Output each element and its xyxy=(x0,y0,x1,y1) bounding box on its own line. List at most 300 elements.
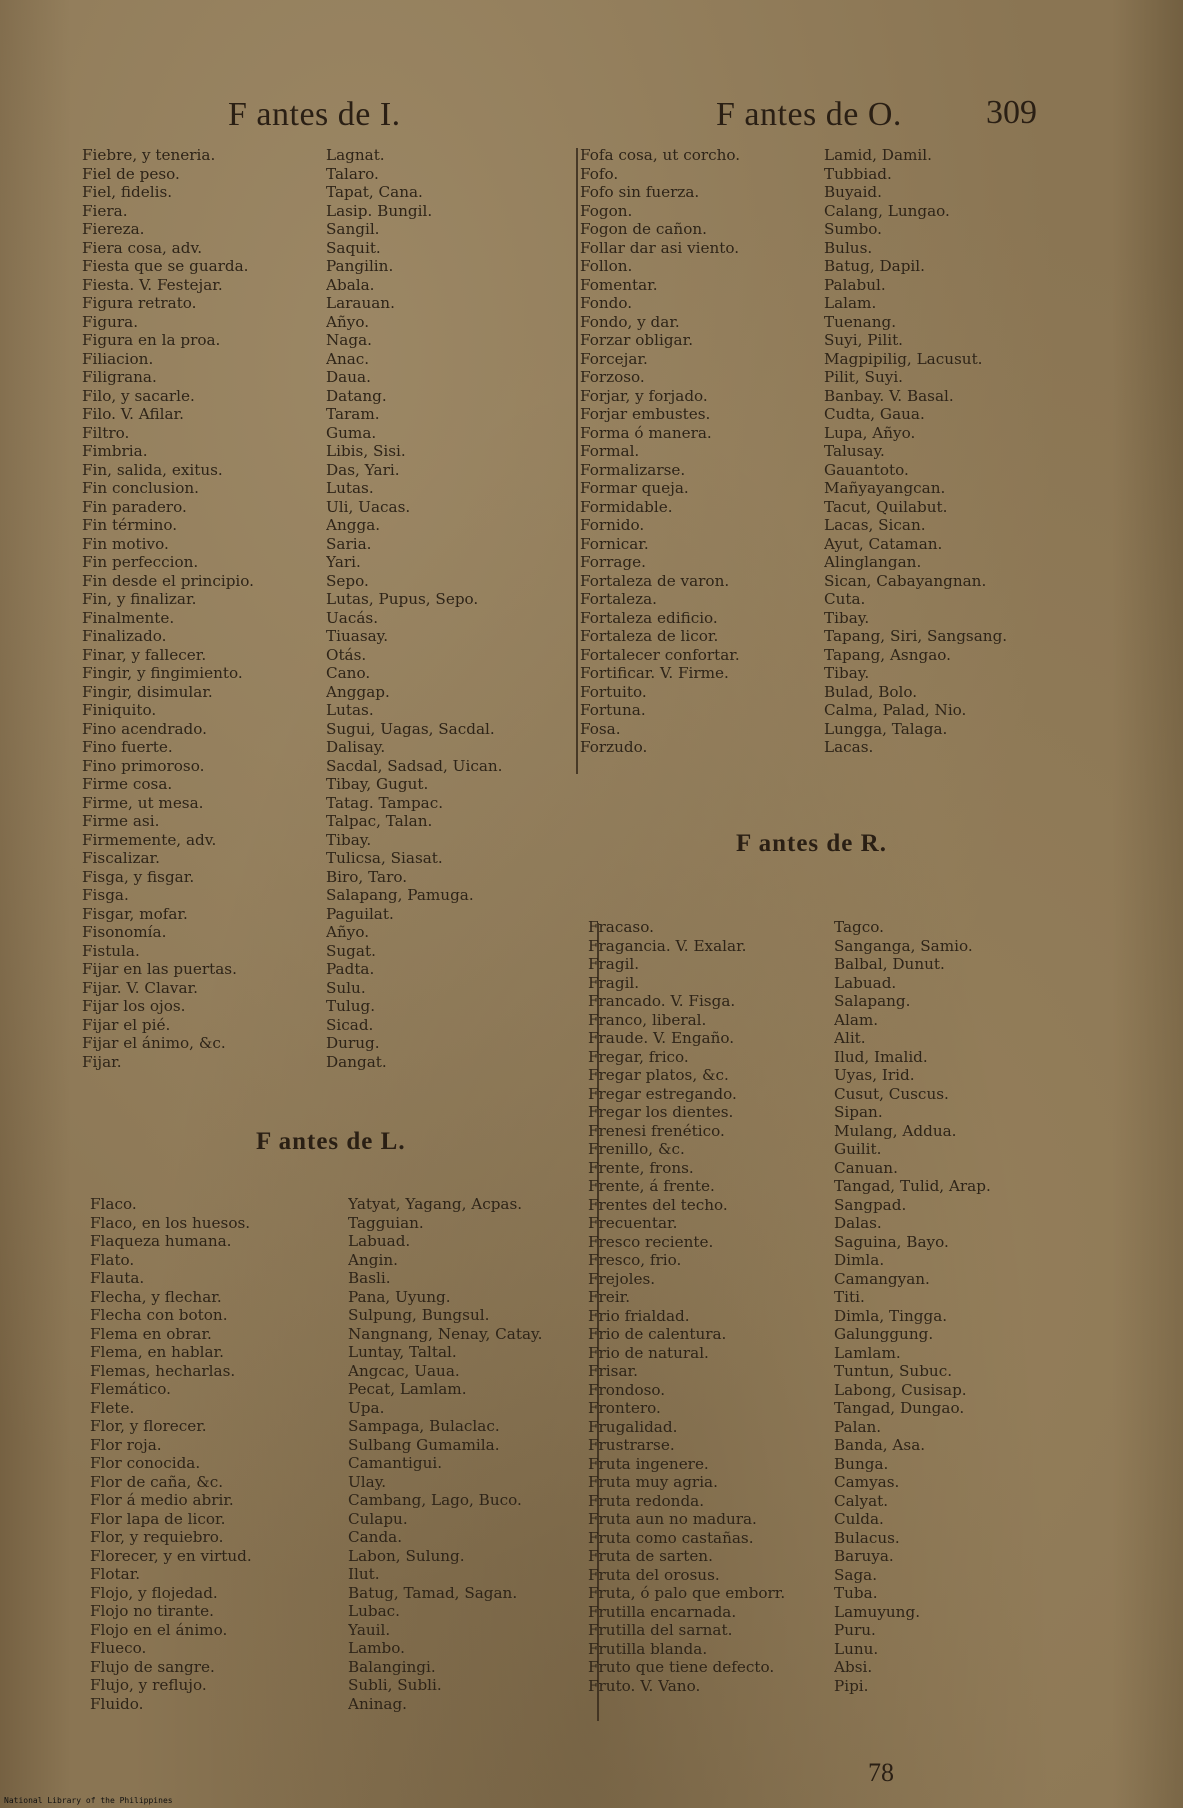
dictionary-entry xyxy=(588,1251,1078,1270)
translation: Datang. xyxy=(326,386,387,405)
spanish-term: Fiel de peso. xyxy=(82,164,180,183)
translation: Lacas. xyxy=(824,738,874,756)
spanish-term: Fin término. xyxy=(82,516,178,534)
dictionary-entry xyxy=(580,257,1068,276)
dictionary-entry xyxy=(588,1362,1078,1381)
spanish-term: Fimbria. xyxy=(82,442,148,460)
translation: Dangat. xyxy=(326,1052,387,1071)
translation: Saria. xyxy=(326,534,372,553)
translation: Nangnang, Nenay, Catay. xyxy=(348,1324,543,1343)
translation: Guilit. xyxy=(834,1140,882,1158)
spanish-term: Fortaleza. xyxy=(580,590,657,608)
translation: Absi. xyxy=(834,1658,873,1676)
dictionary-entry xyxy=(588,1436,1078,1455)
spanish-term: Finar, y fallecer. xyxy=(82,645,207,664)
spanish-term: Figura retrato. xyxy=(82,294,197,312)
spanish-term: Frustrarse. xyxy=(588,1436,675,1454)
translation: Libis, Sisi. xyxy=(326,442,406,460)
spanish-term: Fruta, ó palo que emborr. xyxy=(588,1584,786,1602)
spanish-term: Flemático. xyxy=(90,1380,172,1398)
spanish-term: Fingir, disimular. xyxy=(82,682,213,701)
spanish-term: Fino primoroso. xyxy=(82,756,205,775)
translation: Talaro. xyxy=(326,164,379,183)
translation: Pangilin. xyxy=(326,257,394,275)
translation: Taram. xyxy=(326,405,380,423)
spanish-term: Frente, á frente. xyxy=(588,1177,715,1195)
dictionary-entry xyxy=(588,1603,1078,1622)
dictionary-entry xyxy=(90,1399,596,1418)
spanish-term: Firme cosa. xyxy=(82,775,173,793)
spanish-term: Forzoso. xyxy=(580,368,645,386)
translation: Alit. xyxy=(834,1029,866,1047)
spanish-term: Fiebre, y teneria. xyxy=(82,146,216,164)
translation: Biro, Taro. xyxy=(326,867,408,886)
spanish-term: Frentes del techo. xyxy=(588,1195,728,1214)
spanish-term: Frontero. xyxy=(588,1399,661,1417)
dictionary-entry xyxy=(588,1418,1078,1437)
translation: Lambo. xyxy=(348,1639,405,1657)
translation: Labuad. xyxy=(348,1232,411,1250)
dictionary-entry xyxy=(82,294,570,313)
translation: Saga. xyxy=(834,1565,878,1584)
fi-entries-block xyxy=(82,146,570,1071)
translation: Sugui, Uagas, Sacdal. xyxy=(326,719,495,738)
spanish-term: Flujo, y reflujo. xyxy=(90,1676,207,1694)
spanish-term: Flecha, y flechar. xyxy=(90,1287,222,1306)
dictionary-entry xyxy=(90,1269,596,1288)
translation: Tagco. xyxy=(834,918,884,936)
dictionary-entry xyxy=(90,1380,596,1399)
dictionary-entry xyxy=(580,609,1068,628)
translation: Tapang, Siri, Sangsang. xyxy=(824,627,1008,645)
translation: Durug. xyxy=(326,1034,380,1052)
spanish-term: Fiel, fidelis. xyxy=(82,183,173,201)
dictionary-entry xyxy=(580,720,1068,739)
section-title-fr: F antes de R. xyxy=(736,830,887,857)
spanish-term: Flemas, hecharlas. xyxy=(90,1361,236,1380)
translation: Labuad. xyxy=(834,973,897,992)
dictionary-entry xyxy=(580,276,1068,295)
dictionary-entry xyxy=(82,313,570,332)
spanish-term: Frugalidad. xyxy=(588,1417,678,1436)
translation: Camangyan. xyxy=(834,1269,930,1288)
spanish-term: Forzudo. xyxy=(580,738,648,756)
translation: Dimla. xyxy=(834,1251,885,1269)
translation: Tatag. Tampac. xyxy=(326,793,444,812)
spanish-term: Forjar embustes. xyxy=(580,405,711,423)
dictionary-entry xyxy=(580,368,1068,387)
spanish-term: Fijar los ojos. xyxy=(82,997,186,1015)
translation: Canda. xyxy=(348,1528,403,1546)
translation: Lagnat. xyxy=(326,146,385,164)
dictionary-entry xyxy=(82,812,570,831)
translation: Yari. xyxy=(326,553,361,571)
translation: Alam. xyxy=(834,1010,879,1029)
dictionary-entry xyxy=(90,1417,596,1436)
spanish-term: Fregar estregando. xyxy=(588,1084,737,1103)
translation: Tulug. xyxy=(326,997,376,1015)
translation: Das, Yari. xyxy=(326,460,400,479)
spanish-term: Flaco. xyxy=(90,1195,137,1213)
spanish-term: Fijar el ánimo, &c. xyxy=(82,1034,226,1052)
spanish-term: Forma ó manera. xyxy=(580,423,712,442)
spanish-term: Fragancia. V. Exalar. xyxy=(588,936,747,955)
dictionary-entry xyxy=(580,294,1068,313)
dictionary-entry xyxy=(580,424,1068,443)
dictionary-entry xyxy=(82,424,570,443)
spanish-term: Flaco, en los huesos. xyxy=(90,1213,251,1232)
dictionary-entry xyxy=(82,479,570,498)
translation: Bulacus. xyxy=(834,1528,900,1547)
translation: Tulicsa, Siasat. xyxy=(326,849,443,867)
translation: Labong, Cusisap. xyxy=(834,1380,967,1399)
spanish-term: Fin desde el principio. xyxy=(82,571,254,590)
dictionary-entry xyxy=(82,146,570,165)
translation: Padta. xyxy=(326,960,375,978)
dictionary-entry xyxy=(588,1473,1078,1492)
section-title-fl: F antes de L. xyxy=(256,1128,406,1155)
spanish-term: Fiera. xyxy=(82,201,128,220)
translation: Paguilat. xyxy=(326,904,394,923)
spanish-term: Forrage. xyxy=(580,553,646,571)
translation: Sulu. xyxy=(326,978,366,997)
translation: Lacas, Sican. xyxy=(824,516,926,534)
dictionary-entry xyxy=(82,442,570,461)
translation: Tapang, Asngao. xyxy=(824,645,951,664)
dictionary-entry xyxy=(90,1602,596,1621)
translation: Salapang, Pamuga. xyxy=(326,886,474,904)
translation: Yauil. xyxy=(348,1620,391,1639)
spanish-term: Florecer, y en virtud. xyxy=(90,1546,252,1565)
translation: Upa. xyxy=(348,1398,385,1417)
dictionary-entry xyxy=(580,442,1068,461)
dictionary-entry xyxy=(588,1677,1078,1696)
spanish-term: Fruta como castañas. xyxy=(588,1528,754,1547)
spanish-term: Fogon de cañon. xyxy=(580,220,707,238)
dictionary-entry xyxy=(588,1640,1078,1659)
dictionary-entry xyxy=(82,609,570,628)
translation: Subli, Subli. xyxy=(348,1676,442,1694)
spanish-term: Frenesi frenético. xyxy=(588,1121,725,1140)
dictionary-entry xyxy=(90,1584,596,1603)
spanish-term: Forcejar. xyxy=(580,349,648,368)
dictionary-entry xyxy=(82,461,570,480)
dictionary-entry xyxy=(82,553,570,572)
spanish-term: Frenillo, &c. xyxy=(588,1140,685,1158)
translation: Dimla, Tingga. xyxy=(834,1306,948,1325)
translation: Luntay, Taltal. xyxy=(348,1343,457,1361)
dictionary-entry xyxy=(580,405,1068,424)
dictionary-entry xyxy=(82,960,570,979)
dictionary-entry xyxy=(82,405,570,424)
translation: Pecat, Lamlam. xyxy=(348,1380,467,1398)
translation: Cuta. xyxy=(824,590,866,608)
spanish-term: Formalizarse. xyxy=(580,460,686,479)
translation: Tibay. xyxy=(824,608,870,627)
dictionary-entry xyxy=(588,1122,1078,1141)
translation: Saquit. xyxy=(326,238,381,257)
spanish-term: Flaqueza humana. xyxy=(90,1232,232,1250)
translation: Culapu. xyxy=(348,1509,408,1528)
spanish-term: Flor á medio abrir. xyxy=(90,1491,234,1509)
spanish-term: Fortuna. xyxy=(580,701,646,719)
translation: Balbal, Dunut. xyxy=(834,955,945,973)
translation: Lamlam. xyxy=(834,1343,901,1362)
dictionary-entry xyxy=(82,942,570,961)
spanish-term: Franco, liberal. xyxy=(588,1010,707,1029)
dictionary-entry xyxy=(588,1658,1078,1677)
spanish-term: Fruta del orosus. xyxy=(588,1565,720,1584)
translation: Lutas. xyxy=(326,479,374,497)
translation: Balangingi. xyxy=(348,1657,436,1676)
dictionary-entry xyxy=(580,479,1068,498)
spanish-term: Firme asi. xyxy=(82,812,160,830)
translation: Palabul. xyxy=(824,275,886,294)
spanish-term: Follar dar asi viento. xyxy=(580,238,740,257)
spanish-term: Flor lapa de licor. xyxy=(90,1509,226,1528)
dictionary-entry xyxy=(588,1325,1078,1344)
footer-credit: National Library of the Philippines xyxy=(4,1796,173,1805)
dictionary-entry xyxy=(588,1621,1078,1640)
translation: Suyi, Pilit. xyxy=(824,331,904,349)
dictionary-entry xyxy=(90,1676,596,1695)
dictionary-entry xyxy=(90,1695,596,1714)
spanish-term: Fofo sin fuerza. xyxy=(580,183,700,201)
spanish-term: Fregar platos, &c. xyxy=(588,1066,729,1084)
dictionary-entry xyxy=(588,1344,1078,1363)
dictionary-entry xyxy=(82,1016,570,1035)
spanish-term: Flor roja. xyxy=(90,1435,162,1454)
translation: Tapat, Cana. xyxy=(326,183,423,201)
translation: Angcac, Uaua. xyxy=(348,1361,460,1380)
dictionary-entry xyxy=(588,955,1078,974)
spanish-term: Frejoles. xyxy=(588,1269,656,1288)
translation: Aninag. xyxy=(348,1694,407,1713)
dictionary-entry xyxy=(580,627,1068,646)
translation: Labon, Sulung. xyxy=(348,1546,465,1565)
translation: Sangil. xyxy=(326,220,380,238)
spanish-term: Forjar, y forjado. xyxy=(580,386,708,405)
folio-number: 78 xyxy=(868,1758,894,1787)
dictionary-entry xyxy=(82,905,570,924)
translation: Sanganga, Samio. xyxy=(834,936,973,955)
translation: Cambang, Lago, Buco. xyxy=(348,1491,522,1509)
spanish-term: Finalmente. xyxy=(82,608,175,627)
spanish-term: Frecuentar. xyxy=(588,1214,678,1232)
spanish-term: Fondo, y dar. xyxy=(580,312,680,331)
translation: Sumbo. xyxy=(824,220,883,238)
dictionary-entry xyxy=(580,202,1068,221)
fo-entries-block xyxy=(580,146,1068,757)
dictionary-entry xyxy=(82,590,570,609)
translation: Calma, Palad, Nio. xyxy=(824,701,967,719)
translation: Titi. xyxy=(834,1288,865,1306)
page-number: 309 xyxy=(986,94,1037,131)
translation: Daua. xyxy=(326,368,371,386)
dictionary-entry xyxy=(580,387,1068,406)
translation: Sugat. xyxy=(326,941,376,960)
dictionary-entry xyxy=(588,1103,1078,1122)
translation: Sacdal, Sadsad, Uican. xyxy=(326,756,503,775)
translation: Tuenang. xyxy=(824,312,897,331)
spanish-term: Flato. xyxy=(90,1250,135,1269)
dictionary-entry xyxy=(580,535,1068,554)
translation: Lasip. Bungil. xyxy=(326,201,433,220)
dictionary-entry xyxy=(82,794,570,813)
spanish-term: Fistula. xyxy=(82,941,140,960)
dictionary-entry xyxy=(580,313,1068,332)
translation: Basli. xyxy=(348,1269,391,1287)
dictionary-entry xyxy=(588,1214,1078,1233)
translation: Naga. xyxy=(326,331,372,349)
spanish-term: Fisgar, mofar. xyxy=(82,904,188,923)
dictionary-entry xyxy=(588,1455,1078,1474)
translation: Sepo. xyxy=(326,571,369,590)
dictionary-entry xyxy=(90,1621,596,1640)
dictionary-entry xyxy=(580,738,1068,757)
spanish-term: Fiscalizar. xyxy=(82,849,160,867)
spanish-term: Flojo, y flojedad. xyxy=(90,1583,218,1602)
spanish-term: Flojo en el ánimo. xyxy=(90,1620,228,1639)
translation: Saguina, Bayo. xyxy=(834,1232,949,1251)
spanish-term: Filigrana. xyxy=(82,368,157,386)
translation: Uacás. xyxy=(326,608,379,627)
translation: Tagguian. xyxy=(348,1213,424,1232)
spanish-term: Frutilla del sarnat. xyxy=(588,1621,733,1639)
spanish-term: Fornido. xyxy=(580,516,645,534)
spanish-term: Finalizado. xyxy=(82,627,167,645)
dictionary-entry xyxy=(588,1399,1078,1418)
translation: Gauantoto. xyxy=(824,460,909,479)
spanish-term: Fregar los dientes. xyxy=(588,1103,734,1121)
spanish-term: Fortalecer confortar. xyxy=(580,645,740,664)
dictionary-entry xyxy=(90,1639,596,1658)
translation: Puru. xyxy=(834,1621,876,1639)
dictionary-entry xyxy=(82,646,570,665)
spanish-term: Frutilla blanda. xyxy=(588,1639,708,1658)
translation: Ilut. xyxy=(348,1565,380,1583)
dictionary-entry xyxy=(90,1454,596,1473)
spanish-term: Fortaleza de varon. xyxy=(580,571,730,590)
translation: Lupa, Añyo. xyxy=(824,423,916,442)
translation: Cudta, Gaua. xyxy=(824,405,925,423)
dictionary-entry xyxy=(90,1658,596,1677)
spanish-term: Fraude. V. Engaño. xyxy=(588,1029,735,1047)
translation: Tubbiad. xyxy=(824,164,892,183)
spanish-term: Fin, salida, exitus. xyxy=(82,460,223,479)
spanish-term: Fondo. xyxy=(580,294,633,312)
dictionary-entry xyxy=(82,368,570,387)
translation: Talusay. xyxy=(824,442,885,460)
dictionary-entry xyxy=(90,1510,596,1529)
translation: Uli, Uacas. xyxy=(326,497,411,516)
spanish-term: Fiesta. V. Festejar. xyxy=(82,275,223,294)
spanish-term: Figura en la proa. xyxy=(82,331,221,349)
dictionary-entry xyxy=(82,849,570,868)
spanish-term: Filo, y sacarle. xyxy=(82,386,195,405)
dictionary-entry xyxy=(90,1547,596,1566)
page-header-left: F antes de I. xyxy=(228,96,401,133)
translation: Magpipilig, Lacusut. xyxy=(824,349,983,368)
translation: Lamid, Damil. xyxy=(824,146,932,164)
spanish-term: Fornicar. xyxy=(580,534,649,553)
dictionary-entry xyxy=(82,831,570,850)
translation: Tibay. xyxy=(824,664,870,682)
dictionary-entry xyxy=(82,923,570,942)
dictionary-entry xyxy=(82,979,570,998)
dictionary-entry xyxy=(82,331,570,350)
translation: Bulus. xyxy=(824,238,873,257)
translation: Tangad, Tulid, Arap. xyxy=(834,1177,991,1195)
translation: Cusut, Cuscus. xyxy=(834,1084,949,1103)
translation: Otás. xyxy=(326,645,367,664)
dictionary-entry xyxy=(588,1233,1078,1252)
spanish-term: Fin perfeccion. xyxy=(82,553,199,571)
spanish-term: Filo. V. Afilar. xyxy=(82,405,184,423)
dictionary-entry xyxy=(588,1381,1078,1400)
translation: Yatyat, Yagang, Acpas. xyxy=(348,1195,523,1213)
spanish-term: Fiesta que se guarda. xyxy=(82,257,249,275)
spanish-term: Fofo. xyxy=(580,164,619,183)
dictionary-entry xyxy=(82,683,570,702)
translation: Lungga, Talaga. xyxy=(824,719,948,738)
spanish-term: Fosa. xyxy=(580,719,621,738)
dictionary-entry xyxy=(580,183,1068,202)
spanish-term: Fin paradero. xyxy=(82,497,187,516)
spanish-term: Firme, ut mesa. xyxy=(82,793,204,812)
dictionary-entry xyxy=(588,1066,1078,1085)
translation: Pilit, Suyi. xyxy=(824,368,904,386)
translation: Lutas, Pupus, Sepo. xyxy=(326,590,479,608)
column-divider xyxy=(576,148,578,774)
translation: Camyas. xyxy=(834,1473,900,1491)
spanish-term: Fragil. xyxy=(588,955,640,973)
spanish-term: Filiacion. xyxy=(82,349,154,368)
spanish-term: Fijar el pié. xyxy=(82,1015,171,1034)
dictionary-entry xyxy=(580,646,1068,665)
dictionary-entry xyxy=(580,516,1068,535)
dictionary-entry xyxy=(82,183,570,202)
spanish-term: Fruta aun no madura. xyxy=(588,1510,757,1528)
translation: Sampaga, Bulaclac. xyxy=(348,1417,500,1435)
dictionary-entry xyxy=(588,1547,1078,1566)
spanish-term: Fortaleza de licor. xyxy=(580,627,719,645)
translation: Sulpung, Bungsul. xyxy=(348,1306,490,1324)
dictionary-entry xyxy=(90,1565,596,1584)
translation: Galunggung. xyxy=(834,1325,934,1343)
spanish-term: Fortaleza edificio. xyxy=(580,608,718,627)
translation: Calang, Lungao. xyxy=(824,201,950,220)
translation: Tangad, Dungao. xyxy=(834,1399,965,1417)
translation: Abala. xyxy=(326,275,375,294)
spanish-term: Fruta de sarten. xyxy=(588,1547,713,1565)
translation: Sangpad. xyxy=(834,1195,907,1214)
dictionary-entry xyxy=(82,387,570,406)
spanish-term: Firmemente, adv. xyxy=(82,830,217,849)
dictionary-entry xyxy=(90,1491,596,1510)
dictionary-entry xyxy=(82,220,570,239)
translation: Batug, Dapil. xyxy=(824,257,925,275)
dictionary-entry xyxy=(580,146,1068,165)
dictionary-entry xyxy=(82,627,570,646)
translation: Lubac. xyxy=(348,1602,400,1620)
spanish-term: Flete. xyxy=(90,1398,135,1417)
translation: Lutas. xyxy=(326,701,374,719)
dictionary-entry xyxy=(90,1251,596,1270)
dictionary-entry xyxy=(580,461,1068,480)
spanish-term: Fijar. xyxy=(82,1052,122,1071)
spanish-term: Formidable. xyxy=(580,497,673,516)
